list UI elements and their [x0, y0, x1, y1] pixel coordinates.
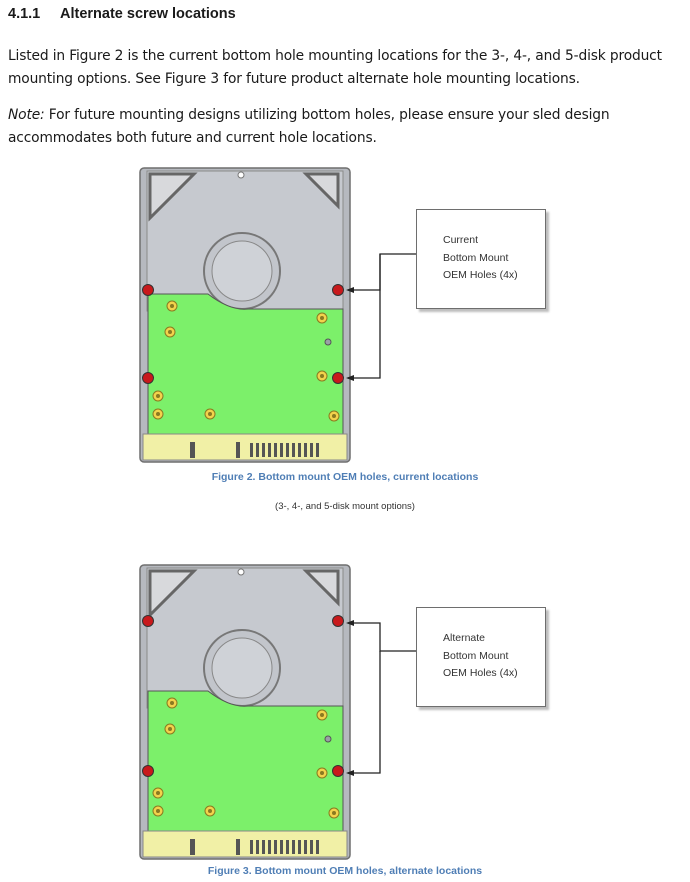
callout-line: Current	[443, 234, 479, 246]
figure2-caption: Figure 2. Bottom mount OEM holes, current locations	[211, 471, 479, 483]
section-number: 4.1.1	[8, 6, 41, 22]
paragraph-intro: Listed in Figure 2 is the current bottom hole mounting locations for the 3-, 4-, and 5-disk product mounting options. See Figure 3 for future product alternate hole mounting locations.	[8, 48, 662, 87]
callout-line: OEM Holes (4x)	[443, 269, 518, 281]
note-text: For future mounting designs utilizing bottom holes, please ensure your sled design accommodates both future and current hole locations.	[8, 107, 610, 146]
section-title: Alternate screw locations	[60, 6, 236, 22]
callout-line: Alternate	[443, 632, 486, 644]
callout-line: Bottom Mount	[443, 251, 509, 264]
figure3-caption: Figure 3. Bottom mount OEM holes, alternate locations	[207, 865, 483, 877]
callout-line: Bottom Mount	[443, 649, 509, 662]
note-label: Note:	[8, 107, 45, 123]
callout-line: OEM Holes (4x)	[443, 667, 518, 679]
figure2-subcaption: (3-, 4-, and 5-disk mount options)	[275, 501, 415, 512]
figure3-callout	[416, 607, 546, 707]
